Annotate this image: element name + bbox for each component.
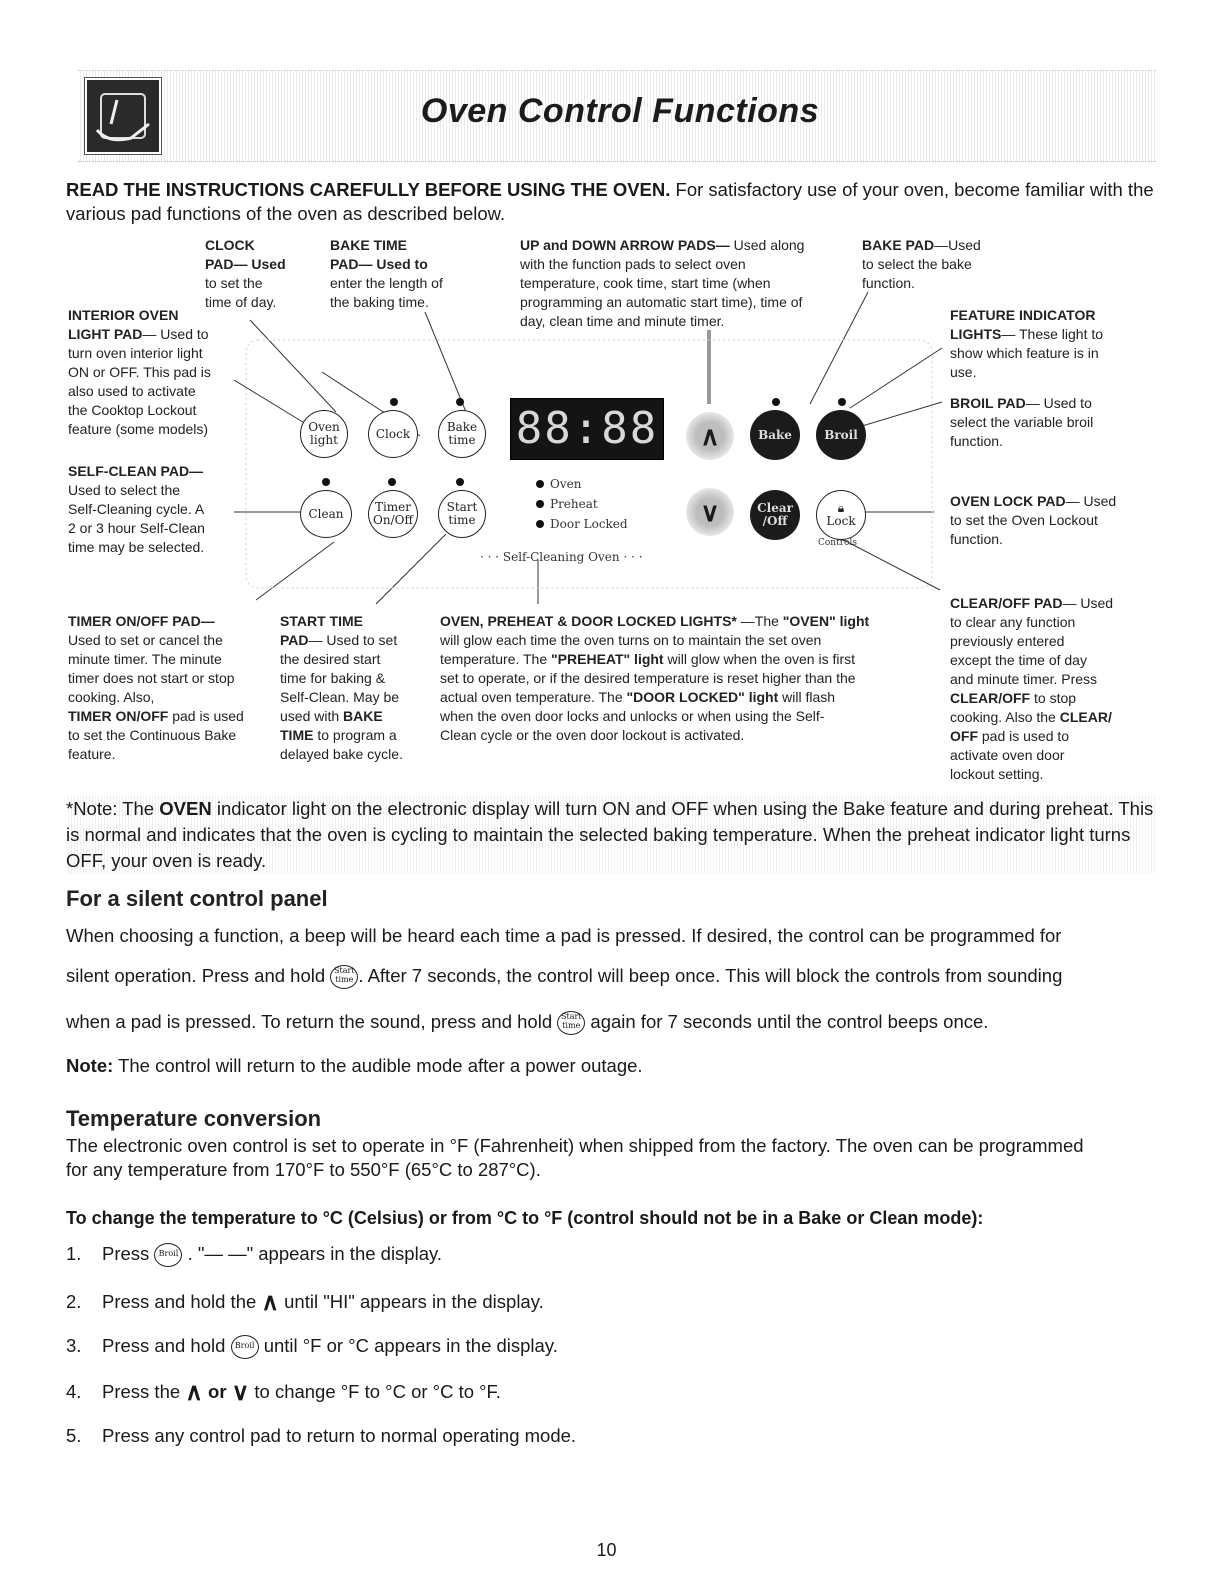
callout-broil-pad: BROIL PAD— Used to select the variable broil function. <box>950 395 1094 449</box>
controls-label: Controls <box>818 538 857 548</box>
callout-interior-light: INTERIOR OVEN LIGHT PAD— Used to turn oven interior light ON or OFF. This pad is also used to activate the Cooktop Lockout feature (some models) <box>68 307 211 437</box>
start-time-mini-icon: Start time <box>330 965 358 989</box>
oven-light-pad[interactable]: Oven light <box>300 410 348 458</box>
clock-indicator-dot <box>390 398 398 406</box>
up-arrow-icon: ∧ <box>700 420 720 451</box>
callout-clear-off: CLEAR/OFF PAD— Used to clear any function previously entered except the time of day and minute timer. Press CLEAR/OFF to stop cooking. Also the CLEAR/ OFF pad is used to activate oven door lockout setting. <box>950 595 1114 782</box>
down-arrow-icon: ∨ <box>700 496 720 527</box>
start-time-indicator-dot <box>456 478 464 486</box>
clear-off-pad[interactable]: Clear /Off <box>750 490 800 540</box>
intro-text: For satisfactory use of your oven, become familiar with the various pad functions of the oven as described below. <box>66 179 1154 224</box>
silent-p2: silent operation. Press and hold Start time . After 7 seconds, the control will beep once. This will block the controls from sounding <box>66 964 1166 989</box>
temp-subheading: To change the temperature to °C (Celsius) or from °C to °F (control should not be in a Bake or Clean mode): <box>66 1208 984 1228</box>
temp-p1: The electronic oven control is set to operate in °F (Fahrenheit) when shipped from the factory. The oven can be programmed <box>66 1135 1084 1156</box>
temp-p2: for any temperature from 170°F to 550°F (65°C to 287°C). <box>66 1159 541 1180</box>
clean-pad[interactable]: Clean <box>300 490 352 538</box>
temp-heading: Temperature conversion <box>66 1106 322 1131</box>
broil-pad[interactable]: Broil <box>816 410 866 460</box>
timer-on-off-pad[interactable]: Timer On/Off <box>368 490 418 538</box>
silent-note: Note: The control will return to the audible mode after a power outage. <box>66 1055 643 1076</box>
oven-indicator-note: *Note: The OVEN indicator light on the electronic display will turn ON and OFF when using the Bake feature and during preheat. This is normal and indicates that the oven is cycling to maintain the selected baking temperature. When the preheat indicator light turns OFF, your oven is ready. <box>66 796 1156 874</box>
door-locked-indicator: Door Locked <box>536 514 628 534</box>
lock-icon: 🔒︎ <box>837 501 845 515</box>
callout-clock: CLOCK PAD— Used to set the time of day. <box>205 237 286 310</box>
preheat-indicator: Preheat <box>536 494 628 514</box>
callout-bake-time: BAKE TIME PAD— Used to enter the length of the baking time. <box>330 237 443 310</box>
silent-heading: For a silent control panel <box>66 886 328 911</box>
callout-bake-pad: BAKE PAD—Used to select the bake function. <box>862 237 981 291</box>
indicator-lights <box>536 474 628 534</box>
callout-feature-indicator: FEATURE INDICATOR LIGHTS— These light to show which feature is in use. <box>950 307 1104 380</box>
callout-self-clean: SELF-CLEAN PAD— Used to select the Self-Cleaning cycle. A 2 or 3 hour Self-Clean time may be selected. <box>68 463 205 555</box>
callout-timer: TIMER ON/OFF PAD— Used to set or cancel the minute timer. The minute timer does not start or stop cooking. Also, TIMER ON/OFF pad is used to set the Continuous Bake feature. <box>68 613 244 762</box>
page-title: Oven Control Functions <box>420 92 820 130</box>
step-3: 3. Press and hold Broil until °F or °C appears in the display. <box>66 1334 558 1359</box>
bake-indicator-dot <box>772 398 780 406</box>
clean-indicator-dot <box>322 478 330 486</box>
page-number: 10 <box>596 1540 617 1560</box>
timer-indicator-dot <box>388 478 396 486</box>
digital-display: 88:88 <box>510 398 664 460</box>
intro-bold: READ THE INSTRUCTIONS CAREFULLY BEFORE USING THE OVEN. <box>66 179 671 200</box>
oven-indicator: Oven <box>536 474 628 494</box>
self-cleaning-label: · · · Self-Cleaning Oven · · · <box>480 550 643 564</box>
silent-p3: when a pad is pressed. To return the sound, press and hold Start time again for 7 seconds until the control beeps once. <box>66 1010 1166 1035</box>
broil-mini-icon: Broil <box>154 1243 182 1267</box>
clock-pad[interactable]: Clock <box>368 410 418 458</box>
step-1: 1. Press Broil . "— —" appears in the display. <box>66 1242 442 1267</box>
broil-indicator-dot <box>838 398 846 406</box>
bake-time-indicator-dot <box>456 398 464 406</box>
start-time-pad[interactable]: Start time <box>438 490 486 538</box>
up-arrow-icon: ∧ <box>185 1379 203 1407</box>
callout-start-time: START TIME PAD— Used to set the desired start time for baking & Self-Clean. May be used with BAKE TIME to program a delayed bake cycle. <box>280 613 403 762</box>
step-2: 2. Press and hold the ∧ until "HI" appears in the display. <box>66 1289 544 1317</box>
bake-time-pad[interactable]: Bake time <box>438 410 486 458</box>
broil-mini-icon: Broil <box>231 1335 259 1359</box>
lock-pad[interactable]: 🔒︎ Lock <box>816 490 866 540</box>
up-arrow-pad[interactable] <box>686 412 734 460</box>
silent-p1: When choosing a function, a beep will be heard each time a pad is pressed. If desired, the control can be programmed for <box>66 925 1062 946</box>
up-arrow-icon: ∧ <box>261 1289 279 1317</box>
start-time-mini-icon: Start time <box>557 1011 585 1035</box>
bake-pad[interactable]: Bake <box>750 410 800 460</box>
step-4: 4. Press the ∧ or ∨ to change °F to °C or °C to °F. <box>66 1379 501 1407</box>
callout-indicator-lights: OVEN, PREHEAT & DOOR LOCKED LIGHTS* —The "OVEN" light will glow each time the oven turns on to maintain the set oven temperature. The "PREHEAT" light will glow when the oven is first set to operate, or if the desired temperature is reset higher than the actual oven temperature. The "DOOR LOCKED" light will flash when the oven door locks and unlocks or when using the Self- Clean cycle or the oven door lockout is activated. <box>440 613 870 743</box>
step-5: 5. Press any control pad to return to normal operating mode. <box>66 1425 577 1446</box>
callout-oven-lock: OVEN LOCK PAD— Used to set the Oven Lockout function. <box>950 493 1117 547</box>
down-arrow-pad[interactable] <box>686 488 734 536</box>
down-arrow-icon: ∨ <box>231 1379 250 1407</box>
callout-arrows: UP and DOWN ARROW PADS— Used along with the function pads to select oven temperature, cook time, start time (when programming an automatic start time), time of day, clean time and minute timer. <box>520 237 805 329</box>
